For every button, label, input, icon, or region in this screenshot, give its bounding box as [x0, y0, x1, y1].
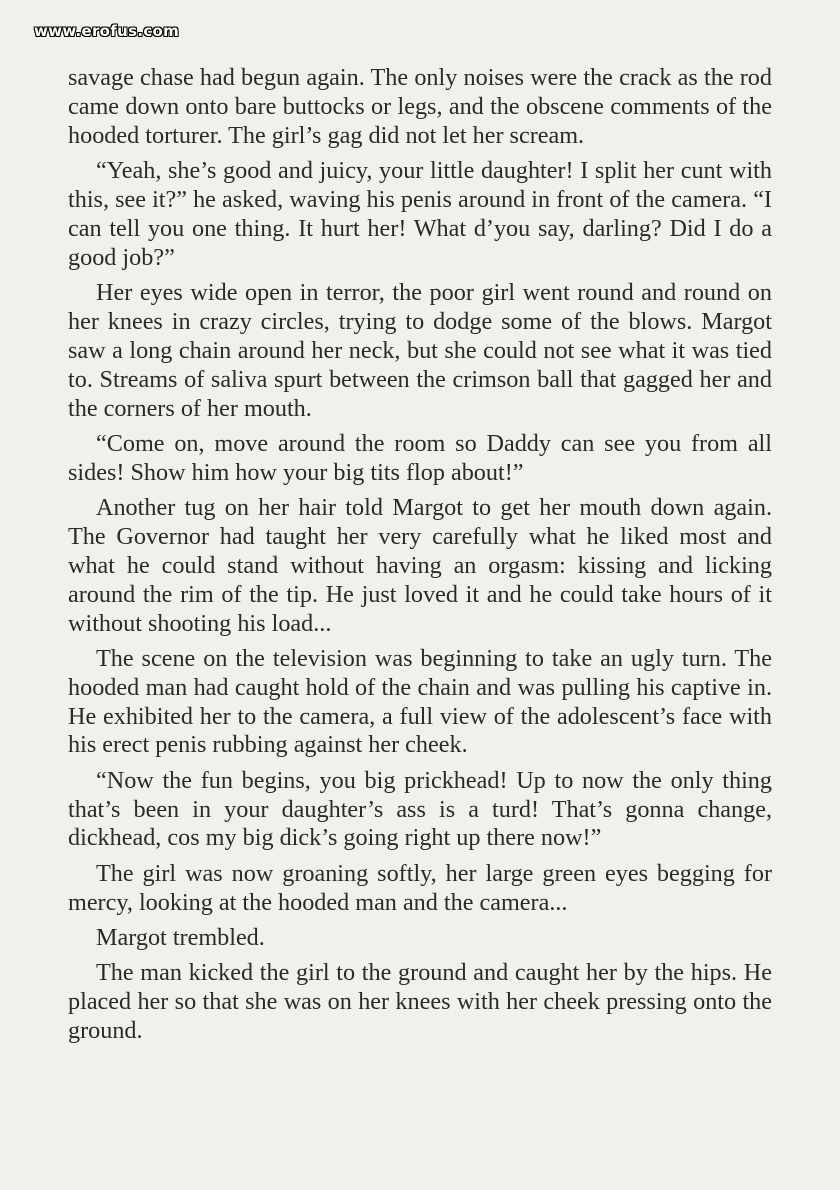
- paragraph: “Now the fun begins, you big prickhead! Up to now the only thing that’s been in your daughter’s ass is a turd! That’s gonna change, dickhead, cos my big dick’s going right up there now!”: [68, 766, 772, 852]
- paragraph: The girl was now groaning softly, her large green eyes begging for mercy, looking at the hooded man and the camera...: [68, 859, 772, 916]
- paragraph: Her eyes wide open in terror, the poor girl went round and round on her knees in crazy circles, trying to dodge some of the blows. Margot saw a long chain around her neck, but she could not see what it was tied to. Streams of saliva spurt between the crimson ball that gagged her and the corners of her mouth.: [68, 278, 772, 422]
- paragraph: The man kicked the girl to the ground and caught her by the hips. He placed her so that she was on her knees with her cheek pressing onto the ground.: [68, 958, 772, 1044]
- paragraph: Another tug on her hair told Margot to get her mouth down again. The Governor had taught her very carefully what he liked most and what he could stand without having an orgasm: kissing and licking around the rim of the tip. He just loved it and he could take hours of it without shooting his load...: [68, 493, 772, 637]
- paragraph: The scene on the television was beginning to take an ugly turn. The hooded man had caught hold of the chain and was pulling his captive in. He exhibited her to the camera, a full view of the adolescent’s face with his erect penis rubbing against her cheek.: [68, 644, 772, 759]
- paragraph: “Yeah, she’s good and juicy, your little daughter! I split her cunt with this, see it?” he asked, waving his penis around in front of the camera. “I can tell you one thing. It hurt her! What d’you say, darling? Did I do a good job?”: [68, 157, 772, 271]
- paragraph: “Come on, move around the room so Daddy can see you from all sides! Show him how your big tits flop about!”: [68, 429, 772, 486]
- paragraph: Margot trembled.: [96, 923, 265, 951]
- page-text: [68, 64, 772, 1052]
- paragraph: savage chase had begun again. The only noises were the crack as the rod came down onto bare buttocks or legs, and the obscene comments of the hooded torturer. The girl’s gag did not let her scream.: [68, 64, 772, 149]
- site-watermark: www.erofus.com: [34, 22, 180, 40]
